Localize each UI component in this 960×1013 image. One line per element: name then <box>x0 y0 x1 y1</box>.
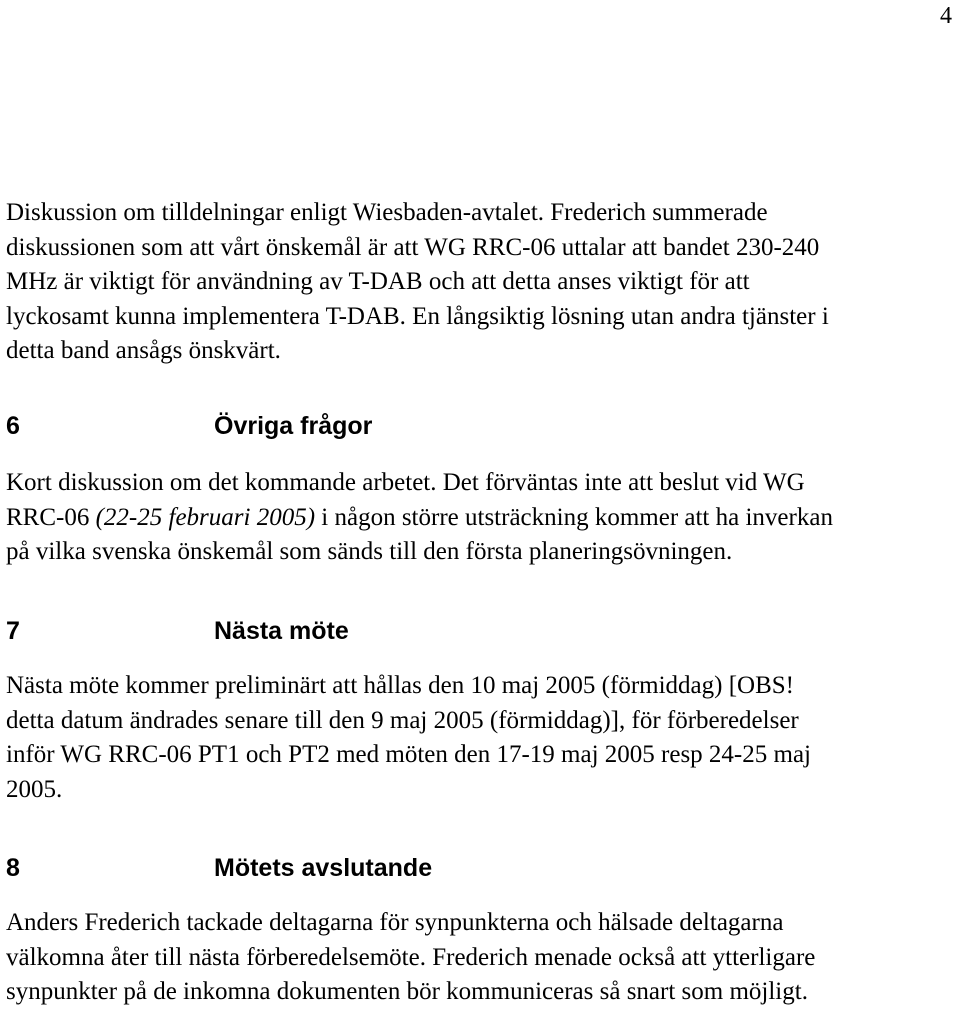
section-heading-6 <box>6 410 372 442</box>
paragraph-wiesbaden <box>6 196 956 369</box>
text-line: Nästa möte kommer preliminärt att hållas den 10 maj 2005 (förmiddag) [OBS! <box>6 672 795 699</box>
text-line: Diskussion om tilldelningar enligt Wiesbaden-avtalet. Frederich summerade <box>6 199 768 226</box>
text-line: välkomna åter till nästa förberedelsemöte. Frederich menade också att ytterligare <box>6 943 816 971</box>
section-heading-7 <box>6 615 349 647</box>
paragraph-nasta-mote <box>6 669 956 807</box>
text-line: Anders Frederich tackade deltagarna för synpunkterna och hälsade deltagarna <box>6 909 784 936</box>
paragraph-ovriga-fragor <box>6 466 956 570</box>
text-line: 2005. <box>6 775 63 803</box>
section-heading-8 <box>6 852 432 884</box>
text-line: detta band ansågs önskvärt. <box>6 337 281 364</box>
section-number: 8 <box>6 854 20 882</box>
page-number: 4 <box>940 3 952 29</box>
date-range-italic: (22-25 februari 2005) <box>95 503 316 531</box>
paragraph-motets-avslutande <box>6 906 956 1010</box>
text-line: inför WG RRC-06 PT1 och PT2 med möten den 17-19 maj 2005 resp 24-25 maj <box>6 741 811 768</box>
text-line: diskussionen som att vårt önskemål är att WG RRC-06 uttalar att bandet 230-240 <box>6 233 820 261</box>
section-number: 7 <box>6 617 20 645</box>
text-line: lyckosamt kunna implementera T-DAB. En långsiktig lösning utan andra tjänster i <box>6 302 829 330</box>
text-line <box>6 501 956 536</box>
text-segment: i någon större utsträckning kommer att ha inverkan <box>315 503 833 531</box>
section-number: 6 <box>6 412 20 440</box>
section-title: Nästa möte <box>214 617 349 645</box>
text-line: synpunkter på de inkomna dokumenten bör kommuniceras så snart som möjligt. <box>6 978 808 1005</box>
text-line: Kort diskussion om det kommande arbetet. Det förväntas inte att beslut vid WG <box>6 469 805 496</box>
text-line: detta datum ändrades senare till den 9 maj 2005 (förmiddag)], för förberedelser <box>6 706 799 734</box>
text-line: på vilka svenska önskemål som sänds till den första planeringsövningen. <box>6 538 733 565</box>
text-line: MHz är viktigt för användning av T-DAB och att detta anses viktigt för att <box>6 268 750 295</box>
text-segment: RRC-06 <box>6 503 96 531</box>
section-title: Mötets avslutande <box>214 854 433 882</box>
section-title: Övriga frågor <box>214 412 373 440</box>
